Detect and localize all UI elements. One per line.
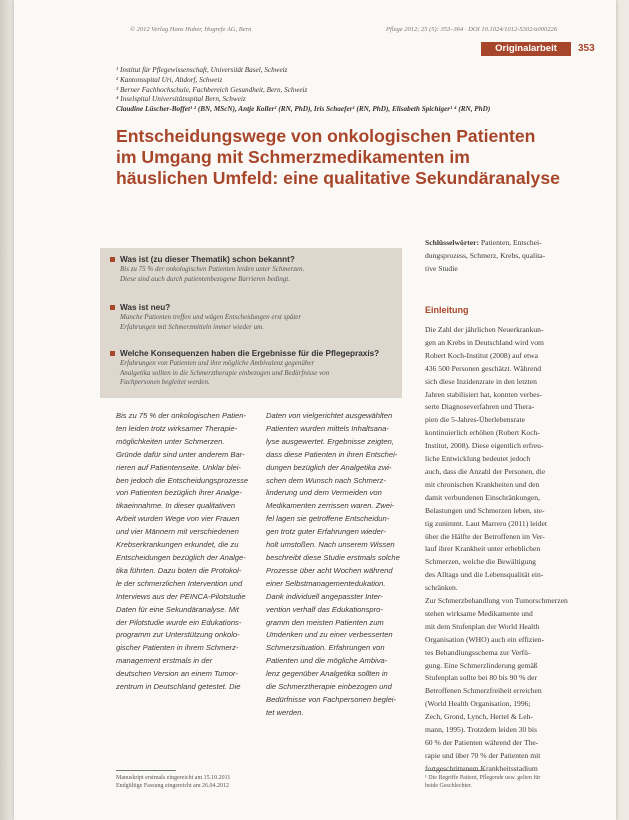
text-line: rieren auf Patientenseite. Unklar blei- <box>116 462 241 472</box>
text-line: Patienten wurden mittels Inhaltsana- <box>266 423 389 433</box>
text-line: Medikamenten zerrissen waren. Zwei- <box>266 501 395 511</box>
affiliation-line: ⁴ Inselspital Universitätsspital Bern, Schweiz <box>116 95 246 104</box>
text-line: möglichkeiten unter Schmerzen. <box>116 436 225 446</box>
text-line: mit dem Stufenplan der World Health <box>425 621 540 631</box>
text-line: Daten für eine Sekundäranalyse. Mit <box>116 604 239 614</box>
text-line: Zech, Grond, Lynch, Hertel & Leh- <box>425 712 533 722</box>
text-line: schen dem Wunsch nach Schmerz- <box>266 475 386 485</box>
text-line: Entscheidungen bezüglich der Analge- <box>116 552 246 562</box>
text-line: von Patienten bezüglich ihrer Analge- <box>116 488 242 498</box>
footnote-gender <box>425 774 540 790</box>
text-line: gen an Krebs in Deutschland wird vom <box>425 337 544 347</box>
page-number: 353 <box>578 43 595 54</box>
text-line: gramm den meisten Patienten zum <box>266 617 384 627</box>
text-line: Arbeit wurden Wege von vier Frauen <box>116 514 240 524</box>
text-line: Robert Koch-Institut (2008) auf etwa <box>425 350 539 360</box>
keywords-label: Schlüsselwörter: <box>425 238 479 247</box>
text-line: des Alltags und die Lebensqualität ein- <box>425 570 544 580</box>
text-line: die Schmerztherapie einbezogen und <box>266 682 392 692</box>
text-line: mann, 1995). Trotzdem leiden 30 bis <box>425 725 538 735</box>
text-line: Schmerzen, welche die Bewältigung <box>425 557 536 567</box>
key-point-answer <box>110 265 400 284</box>
key-points-box <box>100 248 402 398</box>
text-line: Schmerzsituation. Erfahrungen von <box>266 643 385 653</box>
text-line: (World Health Organisation, 1996; <box>425 699 531 709</box>
text-line: damit verbundenen Einschränkungen, <box>425 492 540 502</box>
text-line: Patienten und die mögliche Ambiva- <box>266 656 388 666</box>
abstract-column-2 <box>266 410 404 720</box>
text-line: einer Selbstmanagementedukation. <box>266 578 386 588</box>
key-point-question: Welche Konsequenzen haben die Ergebnisse für die Pflegepraxis? <box>120 349 380 358</box>
footnote-line: Endgültige Fassung eingereicht am 26.04.2012 <box>116 783 229 789</box>
text-line: Belastungen und Schmerzen leben, ste- <box>425 505 545 515</box>
text-line: Daten von vielgerichtet ausgewählten <box>266 411 393 420</box>
text-line: serte Diagnoseverfahren und Thera- <box>425 402 535 412</box>
text-line: 60 % der Patienten während der The- <box>425 738 539 747</box>
section-heading: Einleitung <box>425 305 469 315</box>
footnote-line: Manuskript erstmals eingereicht am 15.10.2011 <box>116 775 231 781</box>
text-line: Krebserkrankungen erkundet, die zu <box>116 540 239 550</box>
text-line: tika führten. Dazu boten die Protokol- <box>116 565 242 575</box>
text-line: kontinuierlich erhöhen (Robert Koch- <box>425 428 540 438</box>
affiliations <box>116 66 566 115</box>
text-line: lauf ihrer Krankheit unter erheblichen <box>425 544 541 554</box>
answer-line: Erfahrungen mit Schmerzmitteln immer wieder um. <box>120 322 264 331</box>
text-line: auch, dass die Anzahl der Personen, die <box>425 466 546 476</box>
text-line: fel lagen sie getroffene Entscheidun- <box>266 514 390 524</box>
text-line: Zur Schmerzbehandlung von Tumorschmerzen <box>425 596 568 606</box>
text-line: schränken. <box>425 583 458 593</box>
text-line: mit chronischen Krankheiten und den <box>425 479 540 489</box>
text-line: linderung und dem Vermeiden von <box>266 488 382 498</box>
text-line: Umdenken und zu einer verbesserten <box>266 630 393 640</box>
text-line: lenz gegenüber Analgetika sollten in <box>266 669 388 679</box>
running-header-right: Pflege 2012; 25 (5): 353–364 · DOI 10.1024/1012-5302/a000226 <box>386 26 557 33</box>
footnote-line: ¹ Die Begriffe Patient, Pflegende usw. gelten für <box>425 775 541 781</box>
answer-line: Bis zu 75 % der onkologischen Patienten leiden unter Schmerzen. <box>120 265 305 273</box>
text-line: Dank individuell angepasster Inter- <box>266 591 383 601</box>
answer-line: Diese sind auch durch patientenbezogene Barrieren bedingt. <box>120 274 290 283</box>
footnote-line: beide Geschlechter. <box>425 783 472 789</box>
text-line: ben jedoch die Entscheidungsprozesse <box>116 475 249 485</box>
text-line: dass diese Patienten in ihren Entschei- <box>266 449 398 459</box>
text-line: tikaeinnahme. In dieser qualitativen <box>116 501 236 511</box>
text-line: der Pilotstudie wurde ein Edukations- <box>116 617 242 627</box>
text-line: vention verhalf das Edukationspro- <box>266 604 383 614</box>
text-line: programm zur Unterstützung onkolo- <box>116 630 240 640</box>
keywords-text: dungsprozess, Schmerz, Krebs, qualita- <box>425 250 546 260</box>
text-line: Institut, 2008). Diese eigentlich erfreu- <box>425 441 544 451</box>
author-list: Claudine Lüscher-Boffet¹ ² (BN, MScN), Antje Koller¹ (RN, PhD), Iris Schaefer¹ (RN, PhD), Elisabeth Spichiger¹ ⁴ (RN, PhD) <box>116 105 491 114</box>
key-point-question: Was ist (zu dieser Thematik) schon bekannt? <box>120 255 295 264</box>
key-point-answer <box>110 359 400 388</box>
text-line: stehen wirksame Medikamente und <box>425 608 533 618</box>
bullet-square-icon <box>110 351 115 356</box>
affiliation-line: ³ Berner Fachhochschule, Fachbereich Gesundheit, Bern, Schweiz <box>116 85 308 94</box>
text-line: tig zunimmt. Laut Marrero (2011) leidet <box>425 518 548 528</box>
keywords <box>425 237 573 276</box>
key-point <box>110 302 400 332</box>
text-line: ten leiden trotz wirksamer Therapie- <box>116 423 238 433</box>
text-line: Stufenplan sollte bei 80 bis 90 % der <box>425 673 537 683</box>
title-line: im Umgang mit Schmerzmedikamenten im <box>116 147 470 167</box>
text-line: liche Entwicklung bedeutet jedoch <box>425 454 531 464</box>
text-line: Bis zu 75 % der onkologischen Patien- <box>116 411 247 420</box>
text-line: pien die 5-Jahres-Überlebensrate <box>425 415 525 425</box>
text-line: beschreibt diese Studie erstmals solche <box>266 552 400 562</box>
text-line: Die Zahl der jährlichen Neuerkrankun- <box>425 325 544 334</box>
abstract-column-1 <box>116 410 254 694</box>
affiliation-line: ¹ Institut für Pflegewissenschaft, Universität Basel, Schweiz <box>116 66 288 74</box>
answer-line: Analgetika sollten in die Schmerztherapie einbezogen und Bedürfnisse von <box>120 368 330 377</box>
text-line: Betroffenen Schmerzfreiheit erreichen <box>425 686 542 696</box>
title-line: Entscheidungswege von onkologischen Patienten <box>116 126 536 146</box>
footnote-rule <box>425 770 485 771</box>
answer-line: Erfahrungen von Patienten und ihre mögliche Ambivalenz gegenüber <box>120 359 315 367</box>
text-line: 436 500 Personen geschätzt. Während <box>425 363 542 373</box>
text-line: gischer Patienten in ihrem Schmerz- <box>116 643 239 653</box>
text-line: holt umstoßen. Nach unserem Wissen <box>266 540 395 550</box>
text-line: sich diese Inzidenzrate in den letzten <box>425 376 537 386</box>
text-line: Gründe dafür sind unter anderem Bar- <box>116 449 245 459</box>
affiliation-line: ² Kantonsspital Uri, Altdorf, Schweiz <box>116 75 223 84</box>
text-line: Interviews aus der PEINCA-Pilotstudie <box>116 591 246 601</box>
keywords-text: tive Studie <box>425 263 458 273</box>
section-tag: Originalarbeit <box>481 42 571 56</box>
text-line: le der schmerzlichen Intervention und <box>116 578 243 588</box>
key-point-question: Was ist neu? <box>120 303 171 312</box>
text-line: über die Hälfte der Betroffenen im Ver- <box>425 531 545 541</box>
bullet-square-icon <box>110 257 115 262</box>
text-line: tes Behandlungsschema zur Verfü- <box>425 647 531 657</box>
key-point <box>110 348 400 388</box>
text-line: zentrum in Deutschland getestet. Die <box>116 682 241 692</box>
answer-line: Manche Patienten treffen und wägen Entscheidungen erst später <box>120 313 302 321</box>
text-line: tet werden. <box>266 707 304 717</box>
introduction-column <box>425 324 573 776</box>
text-line: deutschen Version an einem Tumor- <box>116 669 238 679</box>
text-line: dungen bezüglich der Analgetika zwi- <box>266 462 392 472</box>
text-line: management erstmals in der <box>116 656 213 666</box>
text-line: und vier Männern mit verschiedenen <box>116 527 239 537</box>
binding-shadow <box>0 0 14 820</box>
keywords-text: Patienten, Entschei- <box>479 238 542 247</box>
text-line: lyse ausgewertet. Ergebnisse zeigten, <box>266 436 394 446</box>
answer-line: Fachpersonen begleitet werden. <box>120 378 210 386</box>
bullet-square-icon <box>110 305 115 310</box>
text-line: Organisation (WHO) auch ein effizien- <box>425 634 545 644</box>
article-title <box>116 126 576 189</box>
text-line: Bedürfnisse von Fachpersonen beglei- <box>266 694 397 704</box>
text-line: Prozesse über acht Wochen während <box>266 565 393 575</box>
key-point-answer <box>110 313 400 332</box>
text-line: fortgeschrittenem Krankheitsstadium <box>425 763 538 773</box>
text-line: gung. Eine Schmerzlinderung gemäß <box>425 660 538 670</box>
text-line: gen trotz guter Erfahrungen wieder- <box>266 527 386 537</box>
text-line: rapie und über 70 % der Patienten mit <box>425 750 541 760</box>
footnote-manuscript <box>116 774 230 790</box>
footnote-rule <box>116 770 176 771</box>
text-line: Jahren stabilisiert hat, konnten verbes- <box>425 389 543 399</box>
running-header-left: © 2012 Verlag Hans Huber, Hogrefe AG, Bern <box>130 26 252 33</box>
title-line: häuslichen Umfeld: eine qualitative Sekundäranalyse <box>116 168 560 188</box>
key-point <box>110 254 400 284</box>
